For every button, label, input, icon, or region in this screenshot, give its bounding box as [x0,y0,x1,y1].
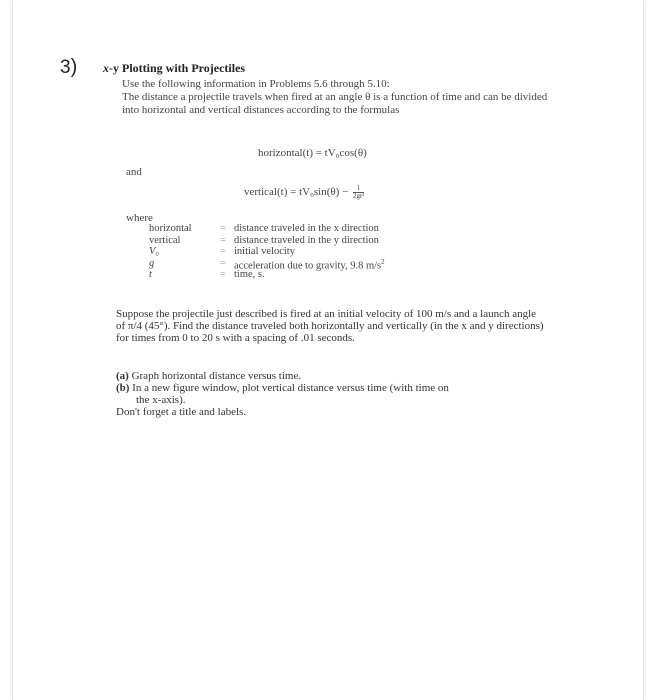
problem-parts [116,370,546,418]
problem-title: x-y Plotting with Projectiles [103,61,246,75]
and-connector: and [126,166,142,178]
closing-note: Don't forget a title and labels. [116,406,247,418]
problem-number: 3) [60,56,78,78]
vertical-formula: vertical(t) = tV₀sin(θ) − $\frac{1}{\text{2gt²}}$ [244,184,365,200]
part-b: (b) In a new figure window, plot vertical distance versus time (with time on [116,382,449,394]
intro-text: The distance a projectile travels when fired at an angle θ is a function of time and can be divided into horizontal and vertical distances according to the formulas [122,91,548,116]
where-label: where [126,212,153,224]
part-b-continued: the x-axis). [136,394,186,406]
vertical-fraction: $\frac{1}{\text{2gt²}}$ [353,184,365,200]
horizontal-formula: horizontal(t) = tV₀cos(θ) [258,147,367,159]
intro-line: Use the following information in Problems 5.6 through 5.10: [122,78,390,90]
part-a: (a) Graph horizontal distance versus time. [116,370,302,382]
problem-statement: Suppose the projectile just described is fired at an initial velocity of 100 m/s and a launch angle of π/4 (45°). Find the distance traveled both horizontally and vertically (in the x and y directions) for times from 0 to 20 s with a spacing of .01 seconds. [116,308,544,344]
